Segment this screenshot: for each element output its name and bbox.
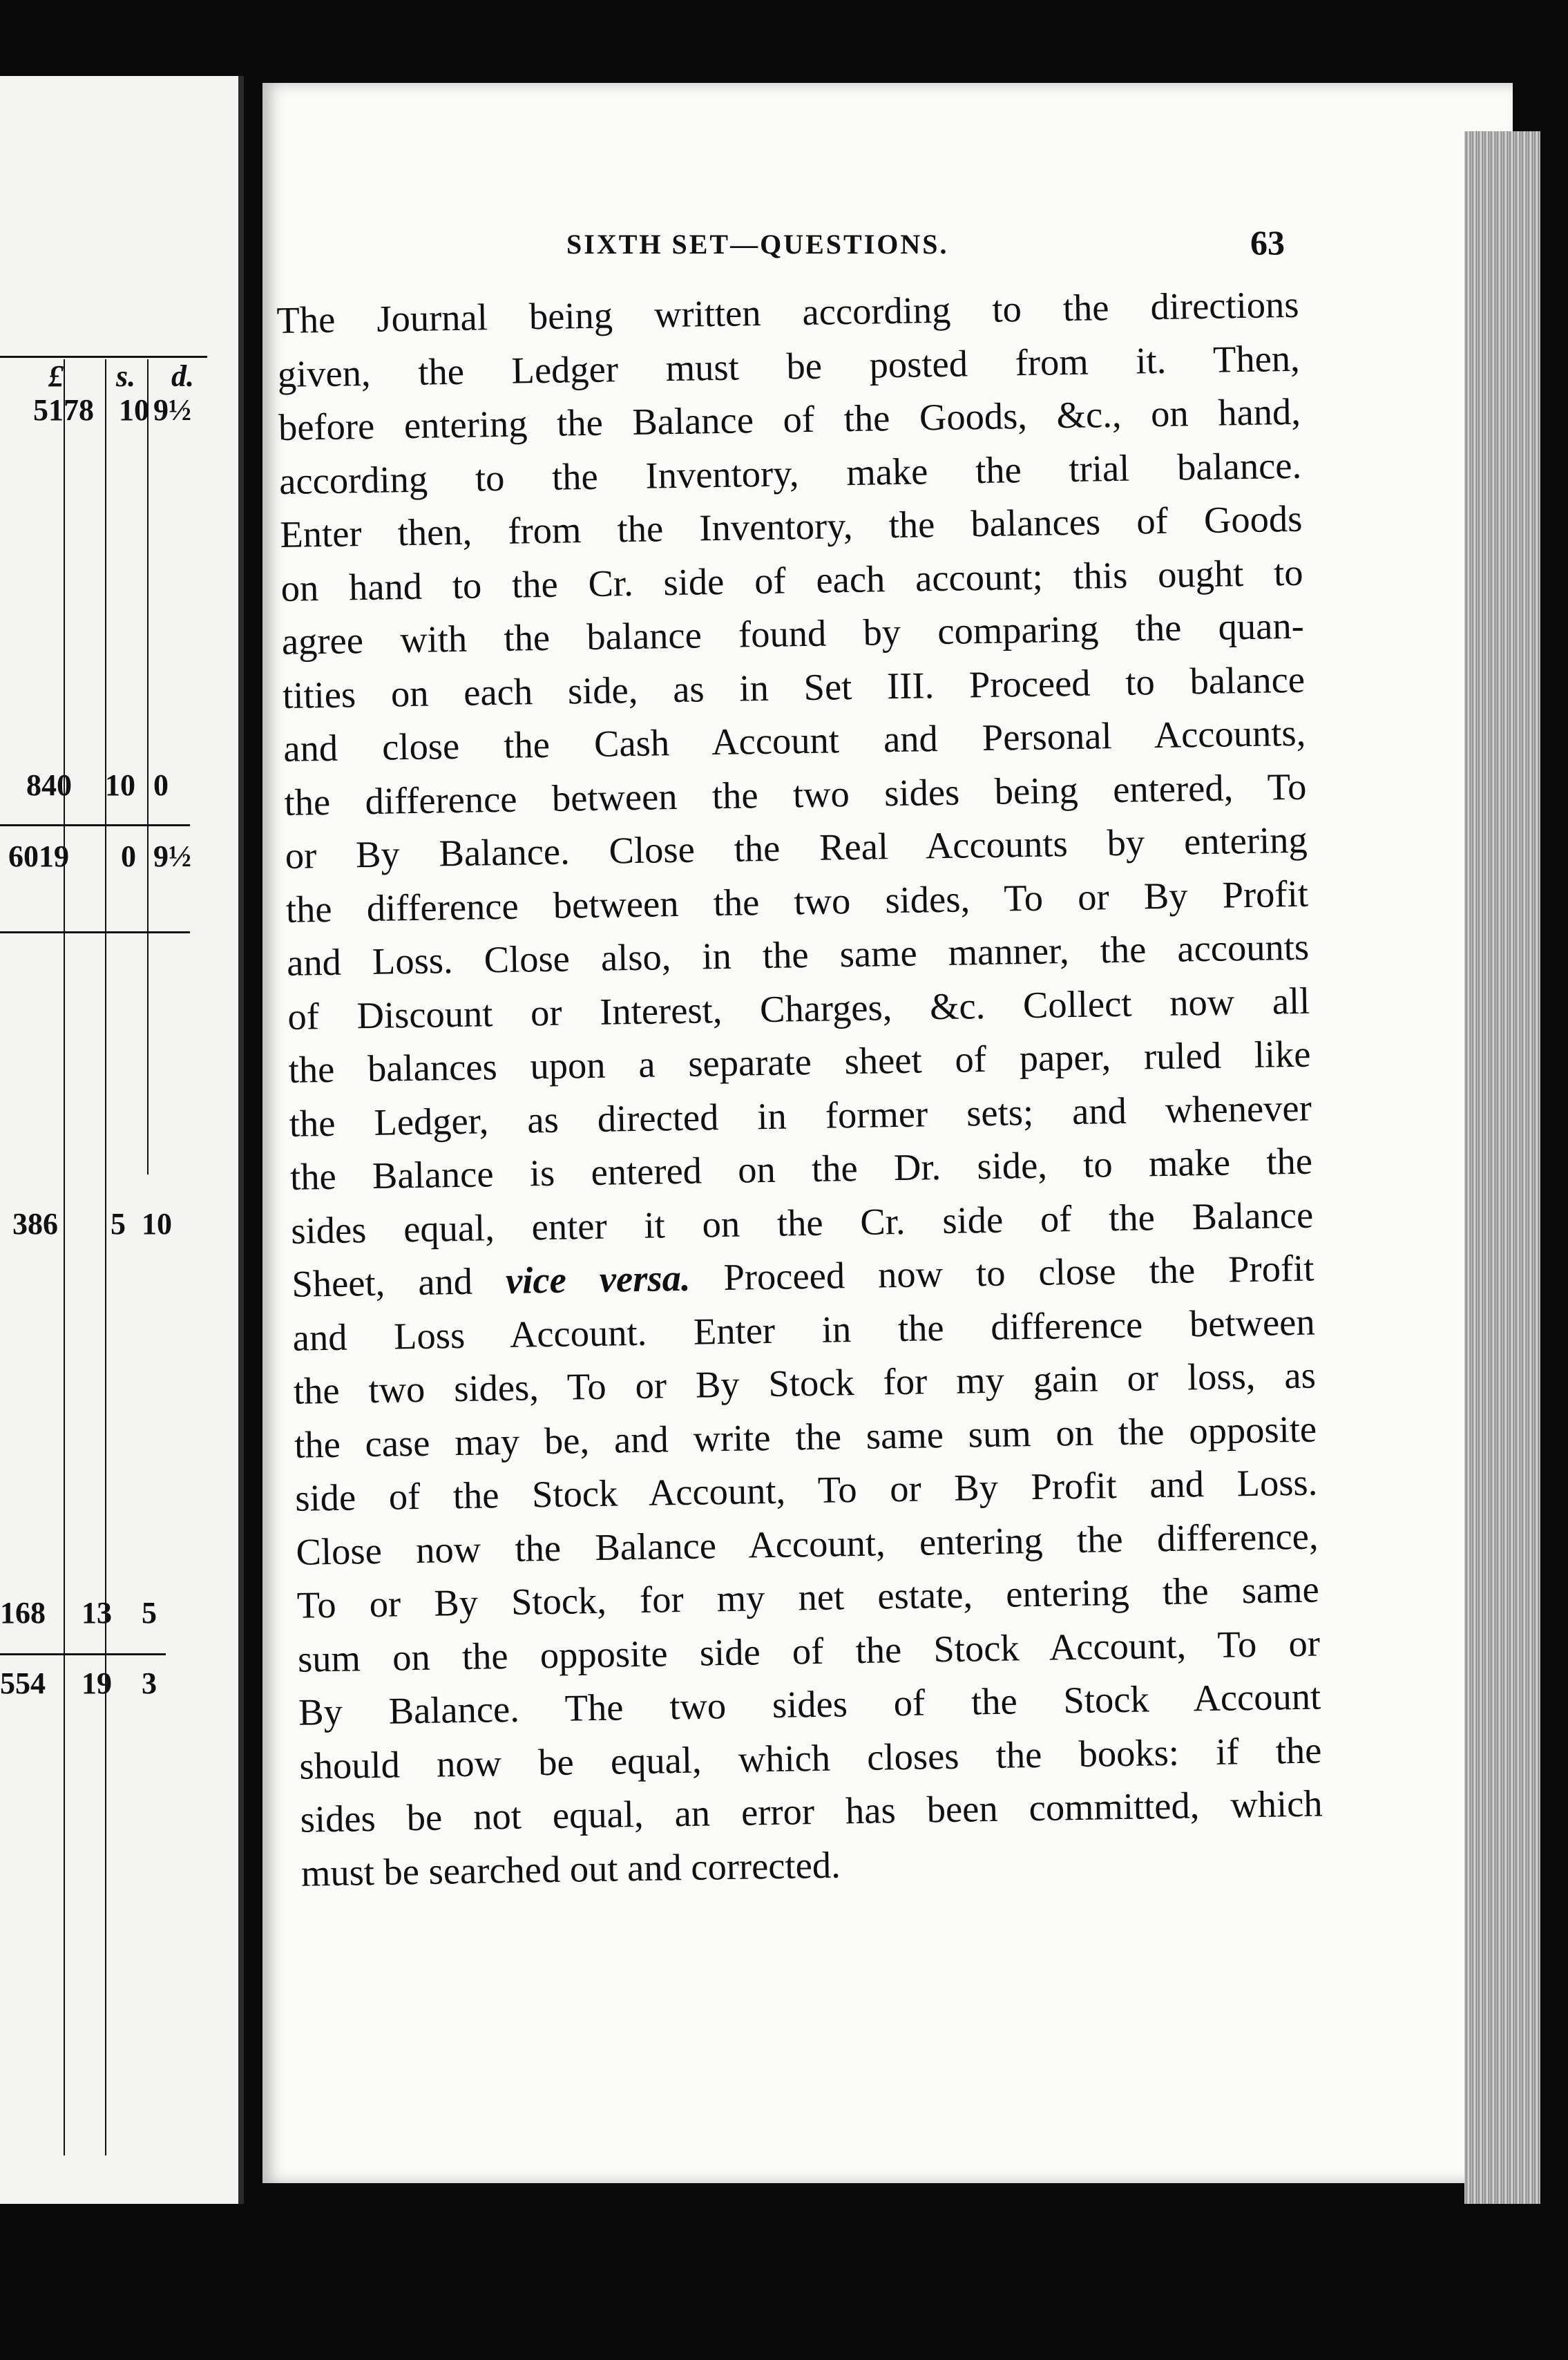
text-line-19-start: Sheet, and <box>291 1259 506 1305</box>
text-line-11: or By Balance. Close the Real Accounts by entering <box>285 818 1308 877</box>
ledger-row-6-pounds: 554 <box>0 1666 46 1700</box>
text-line-23: side of the Stock Account, To or By Profit and Loss. <box>294 1460 1318 1519</box>
ledger-header-pounds: £ <box>48 359 64 393</box>
text-line-15: the balances upon a separate sheet of paper, ruled like <box>288 1032 1311 1091</box>
ledger-row-4-pence: 10 <box>142 1207 172 1241</box>
ledger-row-3-shillings: 0 <box>121 839 136 873</box>
left-page-ledger-edge <box>0 76 244 2204</box>
text-line-30: must be searched out and corrected. <box>300 1843 841 1894</box>
page-edge-stack <box>1464 131 1540 2204</box>
text-line-20: and Loss Account. Enter in the difference between <box>292 1300 1316 1359</box>
text-line-24: Close now the Balance Account, entering the difference, <box>296 1514 1319 1573</box>
ledger-row-3-pence: 9½ <box>153 839 191 873</box>
text-line-9: and close the Cash Account and Personal Accounts, <box>283 711 1306 770</box>
ledger-row-1-shillings: 10 <box>119 393 149 427</box>
ledger-header-pence: d. <box>171 359 194 393</box>
text-line-4: according to the Inventory, make the trial balance. <box>278 444 1302 502</box>
text-line-17: the Balance is entered on the Dr. side, to make the <box>289 1139 1313 1198</box>
text-line-7: agree with the balance found by comparing the quan- <box>281 604 1305 663</box>
text-line-18: sides equal, enter it on the Cr. side of the Balance <box>290 1193 1314 1252</box>
ledger-row-5-pounds: 168 <box>0 1596 46 1630</box>
text-line-28: should now be equal, which closes the books: if the <box>298 1728 1322 1787</box>
ledger-row-2-pounds: 840 <box>26 768 72 802</box>
ledger-row-2-pence: 0 <box>153 768 169 802</box>
text-line-5: Enter then, from the Inventory, the balances of Goods <box>279 497 1303 555</box>
ledger-row-1-pence: 9½ <box>153 393 191 427</box>
ledger-row-4-shillings: 5 <box>111 1207 126 1241</box>
ledger-row-4-pounds: 386 <box>12 1207 58 1241</box>
text-line-1: The Journal being written according to the directions <box>276 283 1299 341</box>
text-line-3: before entering the Balance of the Goods, &c., on hand, <box>278 390 1301 448</box>
ledger-sum-rule-2 <box>0 931 190 933</box>
page-number: 63 <box>1250 223 1285 262</box>
running-head: SIXTH SET—QUESTIONS. <box>566 229 949 260</box>
ledger-row-6-pence: 3 <box>142 1666 157 1700</box>
text-line-22: the case may be, and write the same sum on the opposite <box>294 1407 1317 1466</box>
ledger-header-shillings: s. <box>116 359 136 393</box>
text-line-8: tities on each side, as in Set III. Proceed to balance <box>282 658 1306 716</box>
text-line-21: the two sides, To or By Stock for my gain or loss, as <box>293 1353 1317 1412</box>
ledger-row-6-shillings: 19 <box>82 1666 112 1700</box>
text-line-6: on hand to the Cr. side of each account; this ought to <box>280 551 1303 609</box>
ledger-column-rule-d <box>147 359 149 1174</box>
ledger-column-rule-left <box>64 359 65 2156</box>
text-line-10: the difference between the two sides being entered, To <box>284 765 1307 824</box>
ledger-row-2-shillings: 10 <box>105 768 135 802</box>
ledger-row-5-pence: 5 <box>142 1596 157 1630</box>
text-line-12: the difference between the two sides, To or By Profit <box>285 872 1309 931</box>
ledger-column-rule-s <box>105 359 106 2156</box>
text-line-19-end: Proceed now to close the Profit <box>689 1246 1314 1299</box>
ledger-sum-rule-1 <box>0 824 190 826</box>
text-line-14: of Discount or Interest, Charges, &c. Collect now all <box>287 979 1310 1038</box>
text-line-13: and Loss. Close also, in the same manner, the accounts <box>286 925 1310 984</box>
text-line-16: the Ledger, as directed in former sets; and whenever <box>289 1086 1312 1145</box>
ledger-row-3-pounds: 6019 <box>8 839 69 873</box>
text-line-2: given, the Ledger must be posted from it. Then, <box>277 336 1301 395</box>
ledger-sum-rule-3 <box>0 1653 166 1655</box>
body-paragraph <box>276 278 1323 1900</box>
text-line-27: By Balance. The two sides of the Stock Account <box>298 1675 1321 1733</box>
text-line-29: sides be not equal, an error has been committed, which <box>300 1782 1323 1840</box>
ledger-row-5-shillings: 13 <box>82 1596 112 1630</box>
text-line-26: sum on the opposite side of the Stock Account, To or <box>297 1621 1321 1680</box>
text-line-19-italic: vice versa. <box>505 1256 691 1302</box>
text-line-25: To or By Stock, for my net estate, entering the same <box>296 1568 1320 1626</box>
ledger-top-rule <box>0 356 207 358</box>
ledger-row-1-pounds: 5178 <box>33 393 94 427</box>
